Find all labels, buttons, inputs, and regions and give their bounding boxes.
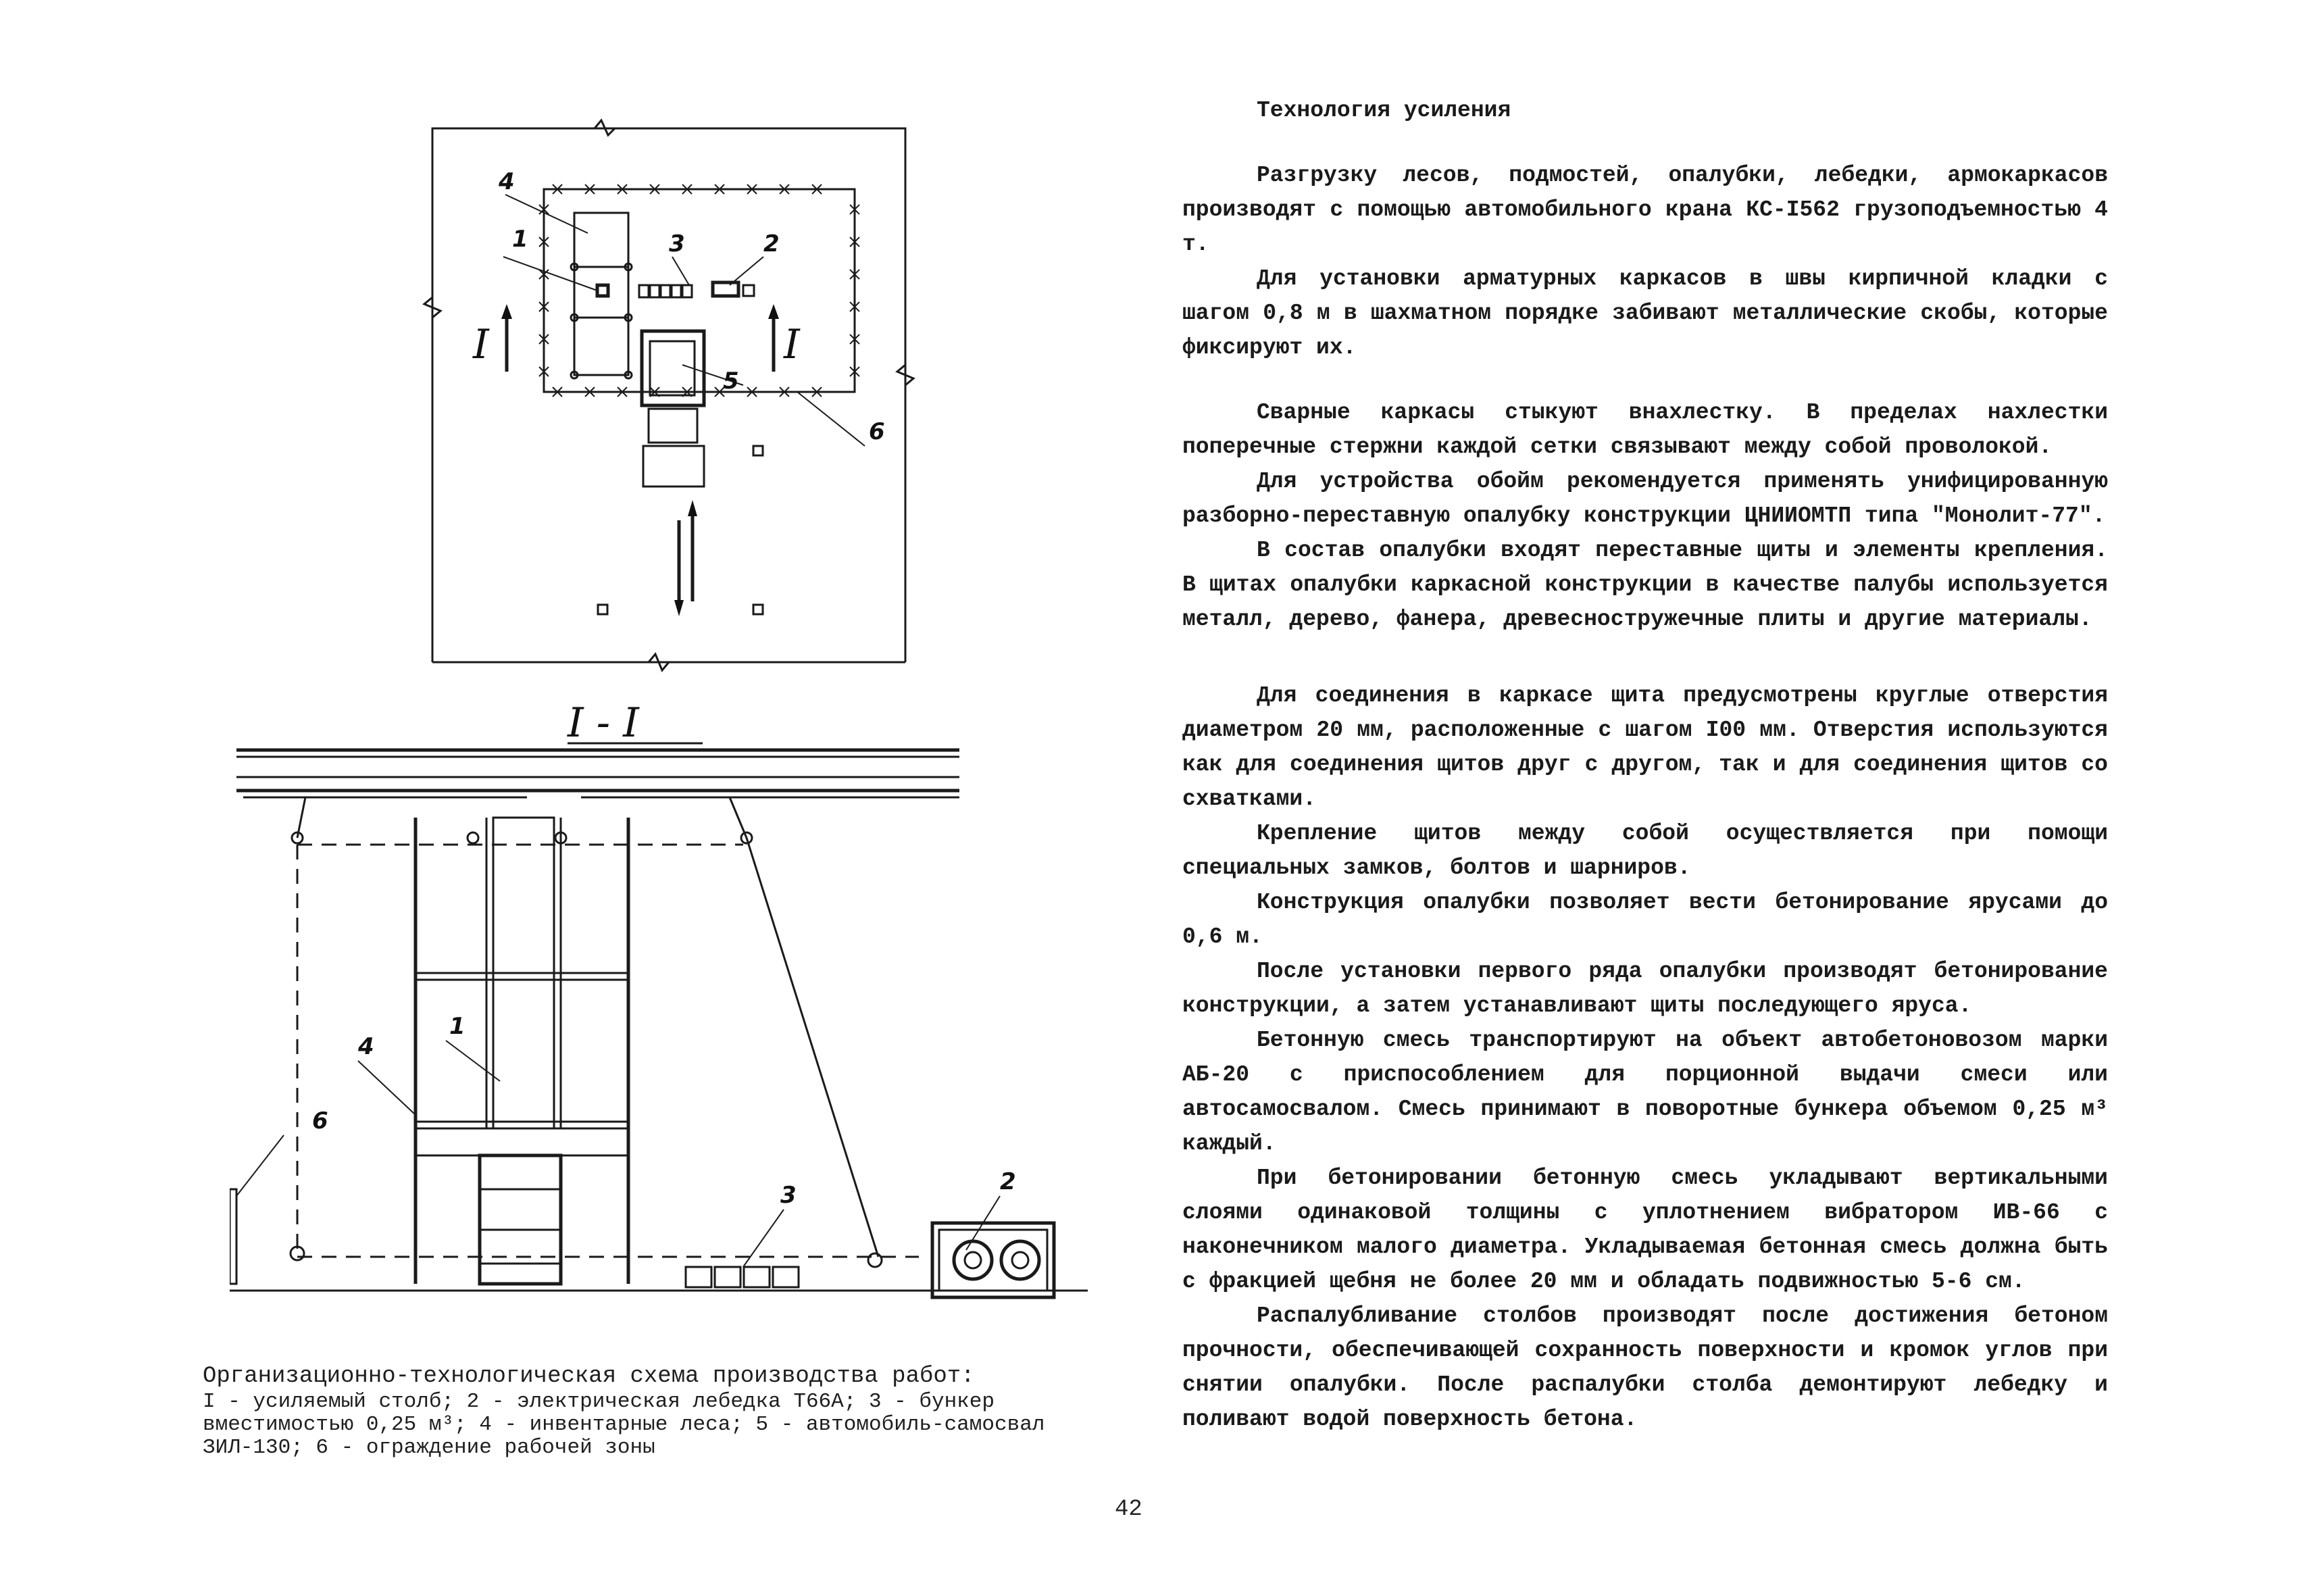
page-number: 42 (1115, 1497, 1142, 1522)
reinforced-column-section (480, 818, 561, 1284)
section-title: I - I (568, 703, 639, 747)
svg-text:3: 3 (780, 1182, 797, 1209)
section-mark-left (472, 304, 512, 372)
winch-section (932, 1223, 1054, 1297)
section-heading: Технология усиления (1257, 98, 1511, 123)
winch-plan (713, 282, 754, 296)
column-plan-symbol (597, 285, 608, 296)
dump-truck-plan (642, 331, 704, 487)
svg-text:2: 2 (763, 230, 780, 257)
paragraph-placing: При бетонировании бетонную смесь укладывают вертикальными слоями одинаковой толщины с уплотнением вибратором ИВ-66 с наконечником малого диаметра. Укладываемая бетонная смесь должна быть с фракцией щебня не более 20 мм и обладать подвижностью 5-6 см. (1182, 1166, 2108, 1294)
section-callouts (236, 1013, 1016, 1267)
paragraph-holes: Для соединения в каркасе щита предусмотрены круглые отверстия диаметром 20 мм, расположенные с шагом I00 мм. Отверстия используются как для соединения щитов друг с другом, так и для соединения щитов со схватками. (1182, 683, 2108, 812)
fence-section (230, 1189, 236, 1284)
svg-text:1: 1 (512, 226, 528, 253)
paragraph-welding: Сварные каркасы стыкуют внахлестку. В пределах нахлестки поперечные стержни каждой сетки связывают между собой проволокой. (1182, 400, 2108, 459)
rope-and-pulleys (291, 797, 919, 1267)
svg-text:6: 6 (869, 418, 885, 445)
paragraph-tiers: Конструкция опалубки позволяет вести бетонирование ярусами до 0,6 м. (1182, 890, 2108, 949)
caption-legend: I - усиляемый столб; 2 - электрическая лебедка Т66А; 3 - бункер вместимостью 0,25 м³; 4 - инвентарные леса; 5 - автомобиль-самосвал ЗИЛ-130; 6 - ограждение рабочей зоны (203, 1390, 1045, 1460)
caption-title: Организационно-технологическая схема производства работ: (203, 1364, 975, 1389)
svg-text:5: 5 (723, 368, 739, 395)
paragraph-stripping: Распалубливание столбов производят после достижения бетоном прочности, обеспечивающей сохранность поверхности и кромок углов при снятии опалубки. После распалубки столба демонтируют лебедку и поливают водой поверхность бетона. (1182, 1303, 2108, 1432)
svg-text:I: I (784, 321, 800, 368)
svg-text:I: I (473, 321, 489, 368)
site-plan-drawing (405, 108, 932, 676)
paragraph-staples: Для установки арматурных каркасов в швы кирпичной кладки с шагом 0,8 м в шахматном порядке забивают металлические скобы, которые фиксируют их. (1182, 266, 2108, 360)
svg-text:4: 4 (499, 168, 515, 195)
figure-caption (203, 1365, 1135, 1460)
section-drawing (230, 703, 1122, 1324)
svg-text:6: 6 (312, 1107, 328, 1134)
paragraph-concreting-order: После установки первого ряда опалубки производят бетонирование конструкции, а затем устанавливают щиты последующего яруса. (1182, 959, 2108, 1018)
bunkers-plan (639, 285, 692, 297)
floor-slab (236, 750, 959, 797)
truck-travel-arrows (674, 500, 697, 616)
svg-text:2: 2 (1000, 1168, 1016, 1195)
paragraph-formwork-composition: В состав опалубки входят переставные щиты и элементы крепления. В щитах опалубки каркасной конструкции в качестве палубы используется металл, дерево, фанера, древесностружечные плиты и другие материалы. (1182, 538, 2108, 632)
svg-text:3: 3 (669, 230, 685, 257)
svg-text:4: 4 (358, 1033, 374, 1060)
work-zone-fence (539, 184, 859, 397)
paragraph-formwork-type: Для устройства обойм рекомендуется применять унифицированную разборно-переставную опалубку конструкции ЦНИИОМТП типа "Монолит-77". (1182, 469, 2108, 528)
section-mark-right (768, 304, 801, 372)
scaffolding-section (416, 818, 628, 1284)
paragraph-transport: Бетонную смесь транспортируют на объект автобетоновозом марки АБ-20 с приспособлением для порционной выдачи смеси или автосамосвалом. Смесь принимают в поворотные бункера объемом 0,25 м³ каждый. (1182, 1028, 2108, 1156)
body-text-column (1182, 93, 2108, 1437)
svg-text:1: 1 (449, 1013, 466, 1040)
paragraph-unloading: Разгрузку лесов, подмостей, опалубки, лебедки, армокаркасов производят с помощью автомобильного крана КС-I562 грузоподъемностью 4 т. (1182, 163, 2108, 257)
paragraph-fastening: Крепление щитов между собой осуществляется при помощи специальных замков, болтов и шарниров. (1182, 821, 2108, 880)
bunkers-section (686, 1267, 799, 1287)
